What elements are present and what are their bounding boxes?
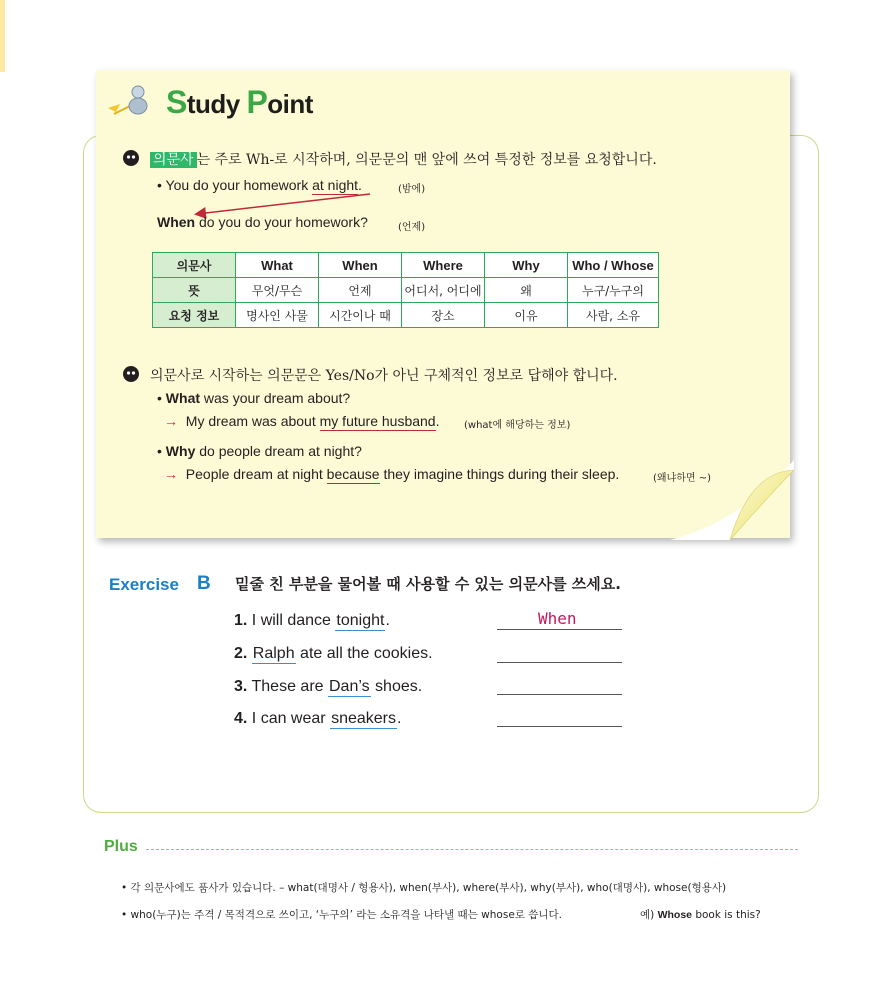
table-cell: 사람, 소유 [568, 303, 659, 328]
exercise-item-4: 4. I can wear sneakers. [234, 710, 402, 727]
arrow-right-icon: → [164, 413, 178, 429]
table-cell: Who / Whose [568, 253, 659, 278]
plus-note-2: • who(누구)는 주격 / 목적격으로 쓰이고, ‘누구의’ 라는 소유격을 나타낼 때는 whose로 씁니다. [121, 909, 563, 921]
answer-field-1[interactable] [497, 629, 622, 630]
answer-field-4[interactable] [497, 726, 622, 727]
table-cell: 명사인 사물 [236, 303, 319, 328]
point1-text: 의문사 는 주로 Wh-로 시작하며, 의문문의 맨 앞에 쓰여 특정한 정보를 요청합니다. [150, 149, 657, 169]
edge-decoration [0, 0, 5, 72]
exercise-item-1: 1. I will dance tonight. [234, 612, 390, 629]
table-cell: 이유 [485, 303, 568, 328]
table-cell: 요청 정보 [153, 303, 236, 328]
table-cell: 누구/누구의 [568, 278, 659, 303]
example-1-note: (밤에) [398, 184, 426, 195]
question-1: • What was your dream about? [157, 390, 351, 406]
answer-1: → My dream was about my future husband. [164, 413, 440, 429]
table-cell: When [319, 253, 402, 278]
question-2: • Why do people dream at night? [157, 443, 362, 459]
table-row [153, 253, 659, 278]
table-cell: 어디서, 어디에 [402, 278, 485, 303]
answer-2: → People dream at night because they imagine things during their sleep. [164, 466, 620, 482]
highlight-term: 의문사 [150, 152, 197, 168]
answer-1-note: (what에 해당하는 정보) [464, 420, 571, 431]
exercise-instruction: 밑줄 친 부분을 물어볼 때 사용할 수 있는 의문사를 쓰세요. [235, 575, 621, 593]
point2-text: 의문사로 시작하는 의문문은 Yes/No가 아닌 구체적인 정보로 답해야 합니다. [150, 368, 618, 384]
wh-word-table [152, 252, 659, 328]
table-cell: Where [402, 253, 485, 278]
exercise-label: Exercise [109, 575, 179, 594]
study-point-title: Study Point [166, 84, 313, 120]
plus-label: Plus [104, 838, 138, 855]
table-cell: 의문사 [153, 253, 236, 278]
table-cell: 무엇/무슨 [236, 278, 319, 303]
table-row [153, 278, 659, 303]
exercise-item-3: 3. These are Dan’s shoes. [234, 678, 423, 695]
example-1: • You do your homework at night. [157, 177, 362, 193]
arrow-right-icon: → [164, 466, 178, 482]
table-cell: 뜻 [153, 278, 236, 303]
plus-divider [146, 849, 798, 850]
table-cell: Why [485, 253, 568, 278]
plus-note-2-example: 예) Whose book is this? [640, 909, 761, 921]
table-cell: What [236, 253, 319, 278]
table-cell: 언제 [319, 278, 402, 303]
exercise-item-2: 2. Ralph ate all the cookies. [234, 645, 433, 662]
example-2: When do you do your homework? [157, 214, 368, 230]
example-2-note: (언제) [398, 222, 426, 233]
answer-2-note: (왜냐하면 ~) [653, 473, 712, 484]
answer-text-1: When [538, 609, 577, 628]
answer-field-3[interactable] [497, 694, 622, 695]
answer-field-2[interactable] [497, 662, 622, 663]
table-cell: 시간이나 때 [319, 303, 402, 328]
table-cell: 장소 [402, 303, 485, 328]
plus-note-1: • 각 의문사에도 품사가 있습니다. – what(대명사 / 형용사), when(부사), where(부사), why(부사), who(대명사), whose(형용사) [121, 882, 727, 894]
exercise-letter: B [197, 573, 211, 594]
table-row [153, 303, 659, 328]
study-point-icon [106, 84, 152, 118]
flower-bullet-icon [122, 149, 140, 167]
flower-bullet-icon [122, 365, 140, 383]
table-cell: 왜 [485, 278, 568, 303]
